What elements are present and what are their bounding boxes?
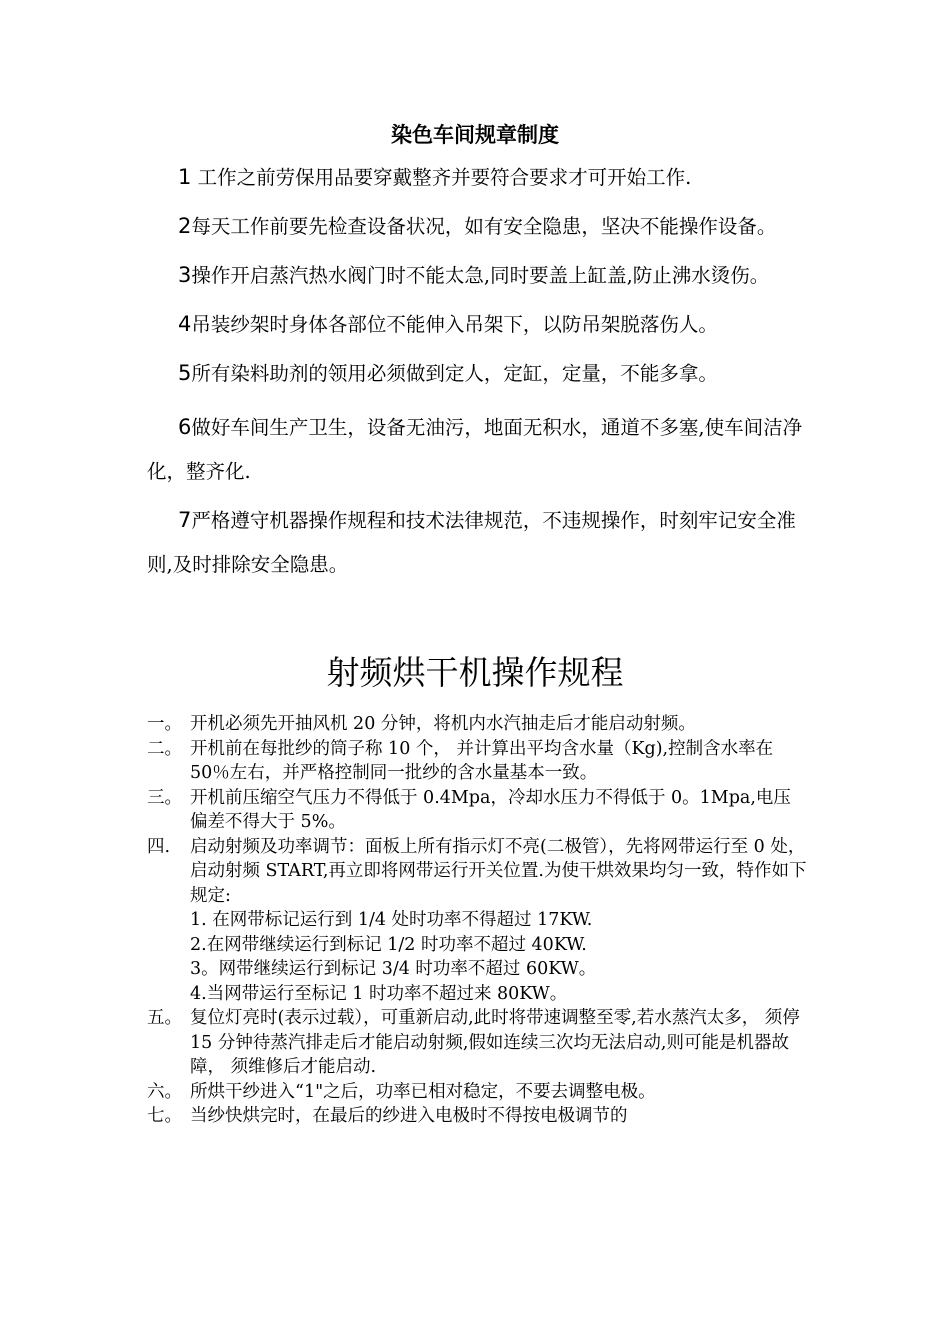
procedure-text: 开机前在每批纱的筒子称 10 个， 并计算出平均含水量（Kg),控制含水率在 50％左右，并严格控制同一批纱的含水量基本一致。 — [190, 738, 774, 783]
procedure-item — [147, 1104, 807, 1129]
procedure-text: 当纱快烘完时，在最后的纱进入电极时不得按电极调节的 — [190, 1106, 628, 1126]
procedure-mark: 三。 — [147, 787, 182, 808]
rule-number: 1 — [178, 165, 192, 189]
procedure-item — [147, 1006, 807, 1080]
rule-number: 3 — [178, 263, 192, 287]
rule-item — [147, 160, 812, 195]
rule-text: 工作之前劳保用品要穿戴整齐并要符合要求才可开始工作. — [191, 166, 692, 189]
procedure-mark: 七。 — [147, 1106, 182, 1126]
rules-title: 染色车间规章制度 — [391, 123, 559, 147]
rule-text: 吊装纱架时身体各部位不能伸入吊架下，以防吊架脱落伤人。 — [191, 313, 718, 336]
procedure-item — [147, 835, 807, 909]
rule-number: 2 — [178, 214, 192, 238]
procedure-list — [147, 712, 807, 1129]
rule-item — [147, 209, 812, 244]
procedure-subitem: 2.在网带继续运行到标记 1/2 时功率不超过 40KW. — [190, 934, 587, 955]
procedure-item — [147, 737, 807, 786]
rule-number: 6 — [178, 415, 192, 439]
procedure-text: 复位灯亮时(表示过载），可重新启动,此时将带速调整至零,若水蒸汽太多， 须停 15 分钟待蒸汽排走后才能启动射频,假如连续三次均无法启动,则可能是机器故障， 须维修后才能启动. — [190, 1008, 800, 1077]
procedure-mark: 六。 — [147, 1081, 182, 1102]
rule-number: 5 — [178, 361, 192, 385]
procedure-mark: 二。 — [147, 738, 182, 759]
rule-item — [147, 258, 812, 293]
rule-number: 4 — [178, 312, 192, 336]
rule-number: 7 — [178, 508, 192, 532]
procedure-subitem: 4.当网带运行至标记 1 时功率不超过来 80KW。 — [190, 983, 568, 1004]
procedure-text: 开机必须先开抽风机 20 分钟，将机内水汽抽走后才能启动射频。 — [190, 714, 696, 734]
rule-item — [147, 356, 812, 391]
rule-text: 做好车间生产卫生，设备无油污，地面无积水，通道不多塞,使车间洁净化，整齐化. — [147, 416, 803, 483]
procedure-mark: 四. — [147, 836, 171, 857]
rule-item — [147, 307, 812, 342]
procedure-text: 启动射频及功率调节：面板上所有指示灯不亮(二极管），先将网带运行至 0 处， 启动射频 START,再立即将网带运行开关位置.为使干烘效果均匀一致，特作如下规定: — [190, 836, 807, 906]
rule-text: 所有染料助剂的领用必须做到定人，定缸，定量，不能多拿。 — [191, 362, 718, 385]
procedure-title: 射频烘干机操作规程 — [326, 653, 624, 692]
procedure-item — [147, 712, 807, 737]
procedure-item — [147, 786, 807, 835]
rule-item — [147, 405, 812, 494]
procedure-mark: 一。 — [147, 714, 182, 734]
rule-text: 严格遵守机器操作规程和技术法律规范，不违规操作，时刻牢记安全准则,及时排除安全隐患。 — [147, 509, 796, 576]
procedure-item — [147, 1080, 807, 1105]
rule-text: 每天工作前要先检查设备状况，如有安全隐患，坚决不能操作设备。 — [191, 215, 777, 238]
procedure-text: 开机前压缩空气压力不得低于 0.4Mpa，冷却水压力不得低于 0。1Mpa,电压偏差不得大于 5%。 — [190, 787, 791, 832]
procedure-text: 所烘干纱进入“1"之后，功率已相对稳定，不要去调整电极。 — [190, 1081, 656, 1102]
procedure-subitem: 3。网带继续运行到标记 3/4 时功率不超过 60KW。 — [190, 959, 597, 979]
rules-list — [147, 160, 812, 591]
procedure-subitem: 1. 在网带标记运行到 1/4 处时功率不得超过 17KW. — [190, 910, 593, 930]
procedure-mark: 五。 — [147, 1008, 182, 1028]
rule-item — [147, 498, 812, 587]
rule-text: 操作开启蒸汽热水阀门时不能太急,同时要盖上缸盖,防止沸水烫伤。 — [191, 264, 770, 287]
